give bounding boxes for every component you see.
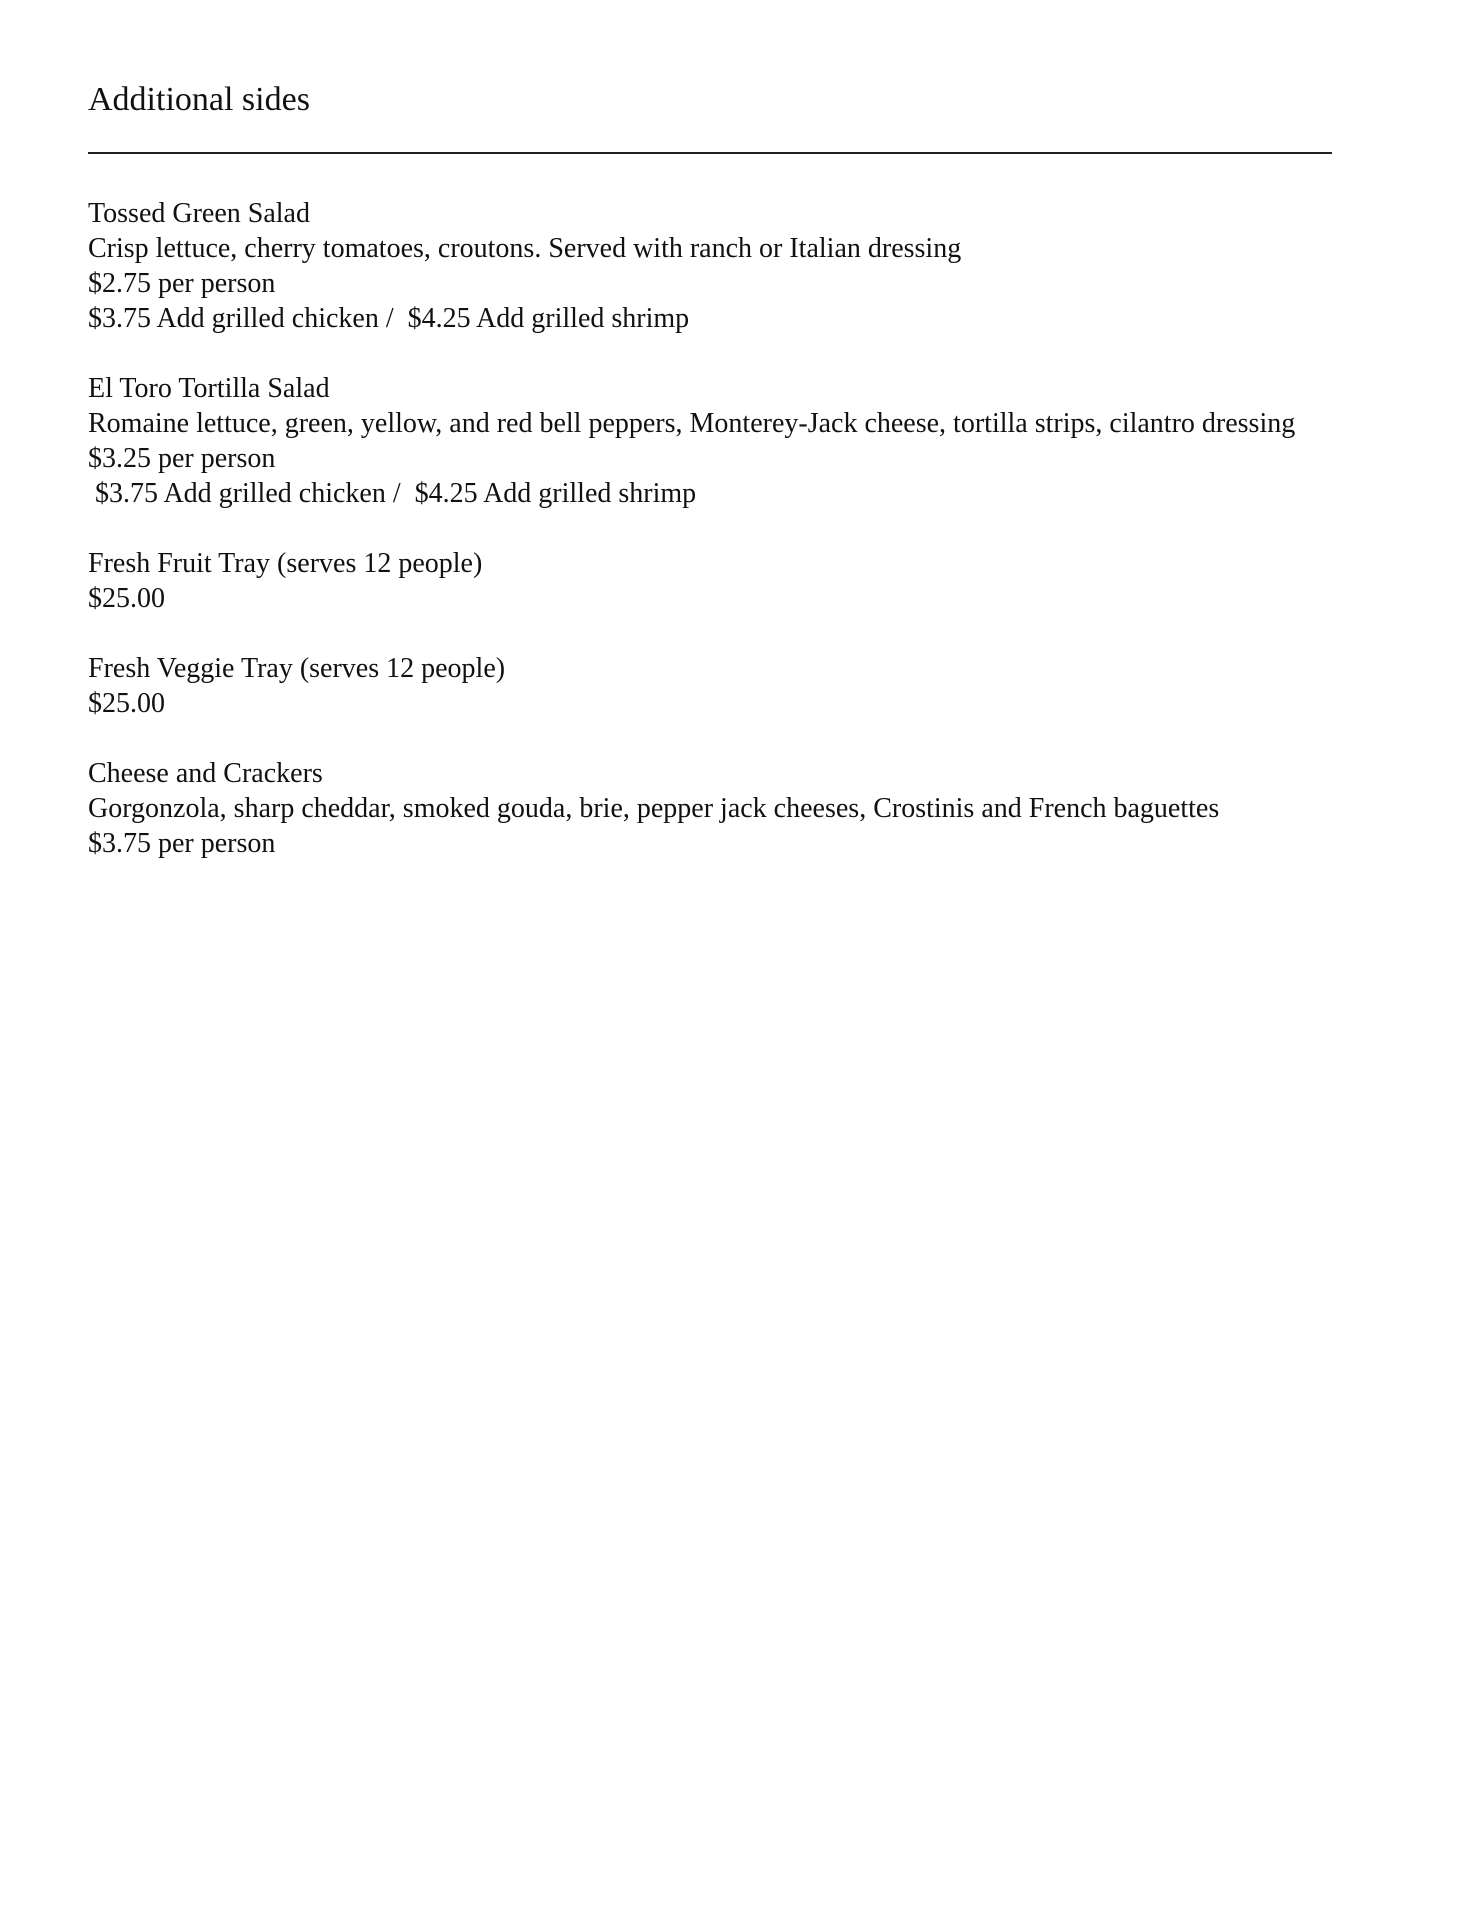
menu-list — [88, 196, 1338, 896]
item-name: Fresh Fruit Tray (serves 12 people) — [88, 548, 483, 579]
item-price: $3.75 per person — [88, 828, 276, 859]
menu-item-fresh-veggie-tray — [88, 651, 1338, 721]
item-description: Crisp lettuce, cherry tomatoes, croutons. Served with ranch or Italian dressing — [88, 233, 962, 264]
item-name: Tossed Green Salad — [88, 198, 310, 229]
menu-item-el-toro-tortilla-salad — [88, 371, 1338, 511]
menu-item-tossed-green-salad — [88, 196, 1338, 336]
item-price: $3.25 per person — [88, 443, 276, 474]
title-divider — [88, 152, 1332, 154]
page-title: Additional sides — [88, 81, 310, 118]
item-name: Cheese and Crackers — [88, 758, 323, 789]
item-name: El Toro Tortilla Salad — [88, 373, 330, 404]
item-description: Romaine lettuce, green, yellow, and red bell peppers, Monterey-Jack cheese, tortilla strips, cilantro dressing — [88, 408, 1296, 439]
item-description: Gorgonzola, sharp cheddar, smoked gouda, brie, pepper jack cheeses, Crostinis and French baguettes — [88, 793, 1220, 824]
item-name: Fresh Veggie Tray (serves 12 people) — [88, 653, 506, 684]
item-addons: $3.75 Add grilled chicken / $4.25 Add grilled shrimp — [88, 478, 697, 509]
item-price: $25.00 — [88, 688, 165, 719]
item-price: $25.00 — [88, 583, 165, 614]
menu-item-fresh-fruit-tray — [88, 546, 1338, 616]
item-price: $2.75 per person — [88, 268, 276, 299]
item-addons: $3.75 Add grilled chicken / $4.25 Add grilled shrimp — [88, 303, 690, 334]
menu-item-cheese-and-crackers — [88, 756, 1338, 861]
